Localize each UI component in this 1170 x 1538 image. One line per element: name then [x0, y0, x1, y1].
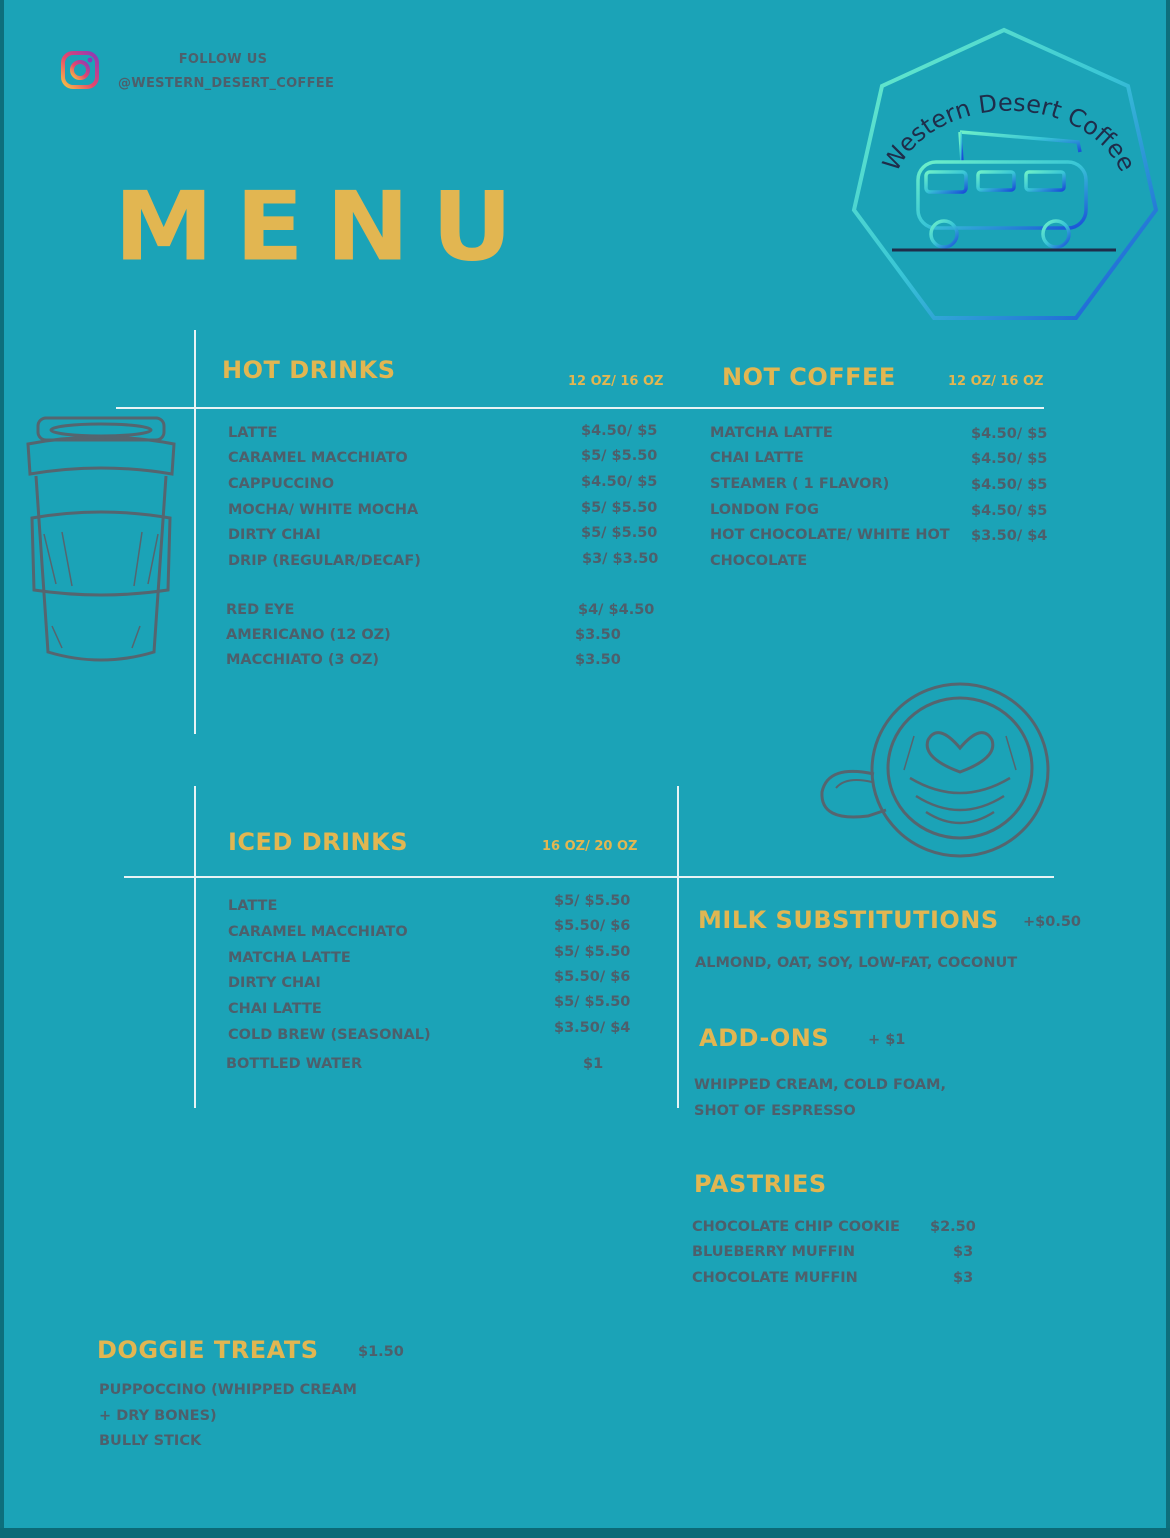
- item-price: $4/ $4.50: [578, 602, 655, 618]
- divider-vertical-iced: [194, 786, 196, 1108]
- list-item: CAPPUCCINO: [228, 476, 335, 492]
- item-price: $4.50/ $5: [971, 426, 1048, 442]
- item-price: $3.50/ $4: [554, 1020, 631, 1036]
- to-go-cup-icon: [22, 414, 180, 666]
- list-item: CARAMEL MACCHIATO: [228, 450, 408, 466]
- bottom-border: [0, 1528, 1170, 1538]
- divider-horizontal-iced: [124, 876, 1054, 878]
- item-price: $3: [953, 1270, 974, 1286]
- latte-cup-icon: [818, 678, 1054, 866]
- social-follow: [118, 48, 335, 96]
- item-price: $4.50/ $5: [971, 503, 1048, 519]
- list-item: CHAI LATTE: [228, 1001, 322, 1017]
- item-price: $5.50/ $6: [554, 969, 631, 985]
- list-item: HOT CHOCOLATE/ WHITE HOT: [710, 527, 950, 543]
- follow-label: FOLLOW US: [178, 52, 268, 67]
- pastries-heading: PASTRIES: [694, 1170, 827, 1198]
- iced-drinks-heading: ICED DRINKS: [228, 828, 409, 856]
- item-price: $3.50: [575, 652, 621, 668]
- hot-drinks-sizes: 12 OZ/ 16 OZ: [568, 374, 664, 389]
- divider-vertical-middle: [677, 786, 679, 1108]
- list-item: CHOCOLATE CHIP COOKIE: [692, 1219, 900, 1235]
- item-price: $3.50: [575, 627, 621, 643]
- item-price: $4.50/ $5: [971, 451, 1048, 467]
- item-price: $1: [583, 1056, 604, 1072]
- list-item: BOTTLED WATER: [226, 1056, 363, 1072]
- instagram-icon[interactable]: [60, 50, 100, 90]
- list-item: STEAMER ( 1 FLAVOR): [710, 476, 890, 492]
- divider-horizontal-top: [116, 407, 1044, 409]
- social-handle[interactable]: @WESTERN_DESERT_COFFEE: [118, 76, 335, 91]
- list-item: AMERICANO (12 OZ): [226, 627, 391, 643]
- list-item: CHOCOLATE: [710, 553, 808, 569]
- hot-drinks-heading: HOT DRINKS: [222, 356, 396, 384]
- item-price: $5.50/ $6: [554, 918, 631, 934]
- add-ons-line: WHIPPED CREAM, COLD FOAM,: [694, 1077, 946, 1093]
- add-ons-price: + $1: [868, 1032, 906, 1048]
- list-item: CARAMEL MACCHIATO: [228, 924, 408, 940]
- left-border: [0, 0, 4, 1538]
- list-item: CHAI LATTE: [710, 450, 804, 466]
- milk-substitutions-list: ALMOND, OAT, SOY, LOW-FAT, COCONUT: [695, 955, 1018, 971]
- doggie-treats-price: $1.50: [358, 1344, 404, 1360]
- list-item: MOCHA/ WHITE MOCHA: [228, 502, 419, 518]
- list-item: LATTE: [228, 425, 278, 441]
- item-price: $3/ $3.50: [582, 551, 659, 567]
- doggie-treat-line: PUPPOCCINO (WHIPPED CREAM: [99, 1382, 357, 1398]
- list-item: MATCHA LATTE: [228, 950, 351, 966]
- add-ons-heading: ADD-ONS: [699, 1024, 830, 1052]
- item-price: $4.50/ $5: [581, 474, 658, 490]
- add-ons-list: [694, 1072, 946, 1124]
- doggie-treats-heading: DOGGIE TREATS: [97, 1336, 319, 1364]
- item-price: $2.50: [930, 1219, 976, 1235]
- item-price: $5/ $5.50: [554, 893, 631, 909]
- right-border: [1166, 0, 1170, 1538]
- item-price: $5/ $5.50: [581, 448, 658, 464]
- item-price: $5/ $5.50: [554, 944, 631, 960]
- iced-drinks-sizes: 16 OZ/ 20 OZ: [542, 839, 638, 854]
- divider-vertical-hot: [194, 330, 196, 734]
- page-title: MENU: [114, 170, 535, 283]
- list-item: LATTE: [228, 898, 278, 914]
- doggie-treat-line: + DRY BONES): [99, 1407, 217, 1424]
- item-price: $4.50/ $5: [581, 423, 658, 439]
- milk-substitutions-price: +$0.50: [1023, 914, 1082, 930]
- list-item: RED EYE: [226, 602, 295, 618]
- add-ons-line: SHOT OF ESPRESSO: [694, 1103, 856, 1119]
- not-coffee-heading: NOT COFFEE: [722, 363, 896, 391]
- item-price: $5/ $5.50: [581, 500, 658, 516]
- list-item: CHOCOLATE MUFFIN: [692, 1270, 858, 1286]
- list-item: DIRTY CHAI: [228, 975, 321, 991]
- list-item: DIRTY CHAI: [228, 527, 321, 543]
- doggie-treat-line: BULLY STICK: [99, 1433, 202, 1449]
- list-item: MACCHIATO (3 OZ): [226, 652, 380, 668]
- list-item: DRIP (REGULAR/DECAF): [228, 553, 421, 569]
- item-price: $3.50/ $4: [971, 528, 1048, 544]
- list-item: COLD BREW (SEASONAL): [228, 1027, 431, 1043]
- item-price: $3: [953, 1244, 974, 1260]
- logo-text: Western Desert Coffee: [877, 88, 1142, 176]
- list-item: MATCHA LATTE: [710, 425, 833, 441]
- logo: [848, 24, 1160, 328]
- milk-substitutions-heading: MILK SUBSTITUTIONS: [698, 906, 999, 934]
- camper-van-icon: [892, 132, 1116, 250]
- list-item: LONDON FOG: [710, 502, 819, 518]
- list-item: BLUEBERRY MUFFIN: [692, 1244, 856, 1260]
- item-price: $4.50/ $5: [971, 477, 1048, 493]
- item-price: $5/ $5.50: [554, 994, 631, 1010]
- item-price: $5/ $5.50: [581, 525, 658, 541]
- not-coffee-sizes: 12 OZ/ 16 OZ: [948, 374, 1044, 389]
- doggie-treats-list: [99, 1378, 357, 1455]
